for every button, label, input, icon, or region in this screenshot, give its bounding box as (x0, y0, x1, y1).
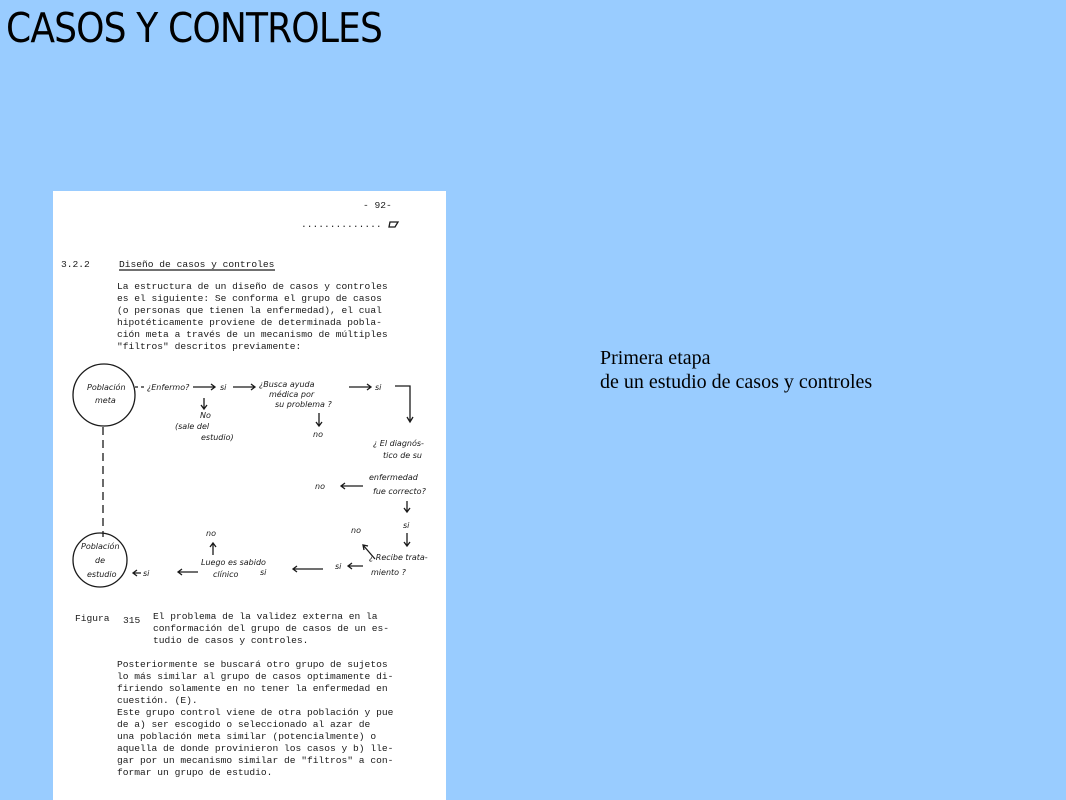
figure-caption-line: conformación del grupo de casos de un es- (153, 623, 390, 634)
caption-line-1: Primera etapa (600, 347, 711, 369)
scanned-page-drawing (53, 191, 446, 800)
body-line: aquella de donde provinieron los casos y b) lle- (117, 743, 394, 754)
no-label: no (313, 430, 323, 439)
header-dots: .............. (301, 219, 382, 230)
no-label: no (351, 526, 361, 535)
question-diagnosis: tico de su (383, 451, 422, 460)
yes-label: si (335, 562, 342, 571)
body-line: gar por un mecanismo similar de "filtros" a con- (117, 755, 394, 766)
body-line: una población meta similar (potencialmente) o (117, 731, 377, 742)
body-paragraph (117, 659, 394, 778)
slide-title: CASOS Y CONTROLES (6, 4, 382, 52)
page-number: - 92- (363, 200, 392, 211)
body-line: firiendo solamente en no tener la enfermedad en (117, 683, 388, 694)
no-label: No (200, 411, 211, 420)
header-mark (389, 222, 398, 227)
intro-paragraph (117, 281, 388, 352)
intro-line: La estructura de un diseño de casos y controles (117, 281, 388, 292)
question-diagnosis: fue correcto? (373, 487, 426, 496)
study-population-label: de (95, 556, 105, 565)
intro-line: ción meta a través de un mecanismo de múltiples (117, 329, 388, 340)
figure-caption (153, 611, 389, 646)
question-treatment: miento ? (371, 568, 406, 577)
question-diagnosis: ¿ El diagnós- (373, 439, 424, 448)
body-line: cuestión. (E). (117, 695, 198, 706)
figure-caption-line: tudio de casos y controles. (153, 635, 309, 646)
study-population-label: estudio (87, 570, 117, 579)
section-number: 3.2.2 (61, 259, 90, 270)
question-care: ¿Busca ayuda (259, 380, 315, 389)
study-population-label: Población (81, 542, 120, 551)
scanned-document-page (53, 191, 446, 800)
question-care: su problema ? (275, 400, 332, 409)
caption-line-2: de un estudio de casos y controles (600, 371, 873, 393)
body-line: de a) ser escogido o seleccionado al azar de (117, 719, 371, 730)
flow-diagram (73, 364, 428, 587)
figure-label: Figura (75, 613, 110, 624)
question-care: médica por (269, 390, 315, 399)
intro-line: (o personas que tienen la enfermedad), el cual (117, 305, 382, 316)
yes-label: si (403, 521, 410, 530)
figure-number: 315 (123, 615, 141, 626)
yes-label: si (260, 568, 267, 577)
yes-label: si (375, 383, 382, 392)
intro-line: "filtros" descritos previamente: (117, 341, 302, 352)
target-population-circle (73, 364, 135, 426)
body-line: lo más similar al grupo de casos optimamente di- (117, 671, 394, 682)
yes-label: si (143, 569, 150, 578)
no-label: no (206, 529, 216, 538)
body-line: Este grupo control viene de otra población y pue (117, 707, 394, 718)
question-known: clínico (213, 570, 239, 579)
target-population-label: Población (87, 383, 126, 392)
slide-caption (600, 346, 872, 394)
figure-caption-line: El problema de la validez externa en la (153, 611, 378, 622)
question-diagnosis: enfermedad (369, 473, 418, 482)
exit-study-label: (sale del (175, 422, 210, 431)
intro-line: es el siguiente: Se conforma el grupo de casos (117, 293, 382, 304)
section-title: Diseño de casos y controles (119, 259, 275, 270)
no-label: no (315, 482, 325, 491)
body-line: Posteriormente se buscará otro grupo de sujetos (117, 659, 388, 670)
question-sick: ¿Enfermo? (147, 383, 190, 392)
intro-line: hipotéticamente proviene de determinada pobla- (117, 317, 382, 328)
body-line: formar un grupo de estudio. (117, 767, 273, 778)
target-population-label: meta (95, 396, 116, 405)
question-treatment: ¿ Recibe trata- (369, 553, 428, 562)
question-known: Luego es sabido (201, 558, 266, 567)
yes-label: si (220, 383, 227, 392)
exit-study-label: estudio) (201, 433, 234, 442)
